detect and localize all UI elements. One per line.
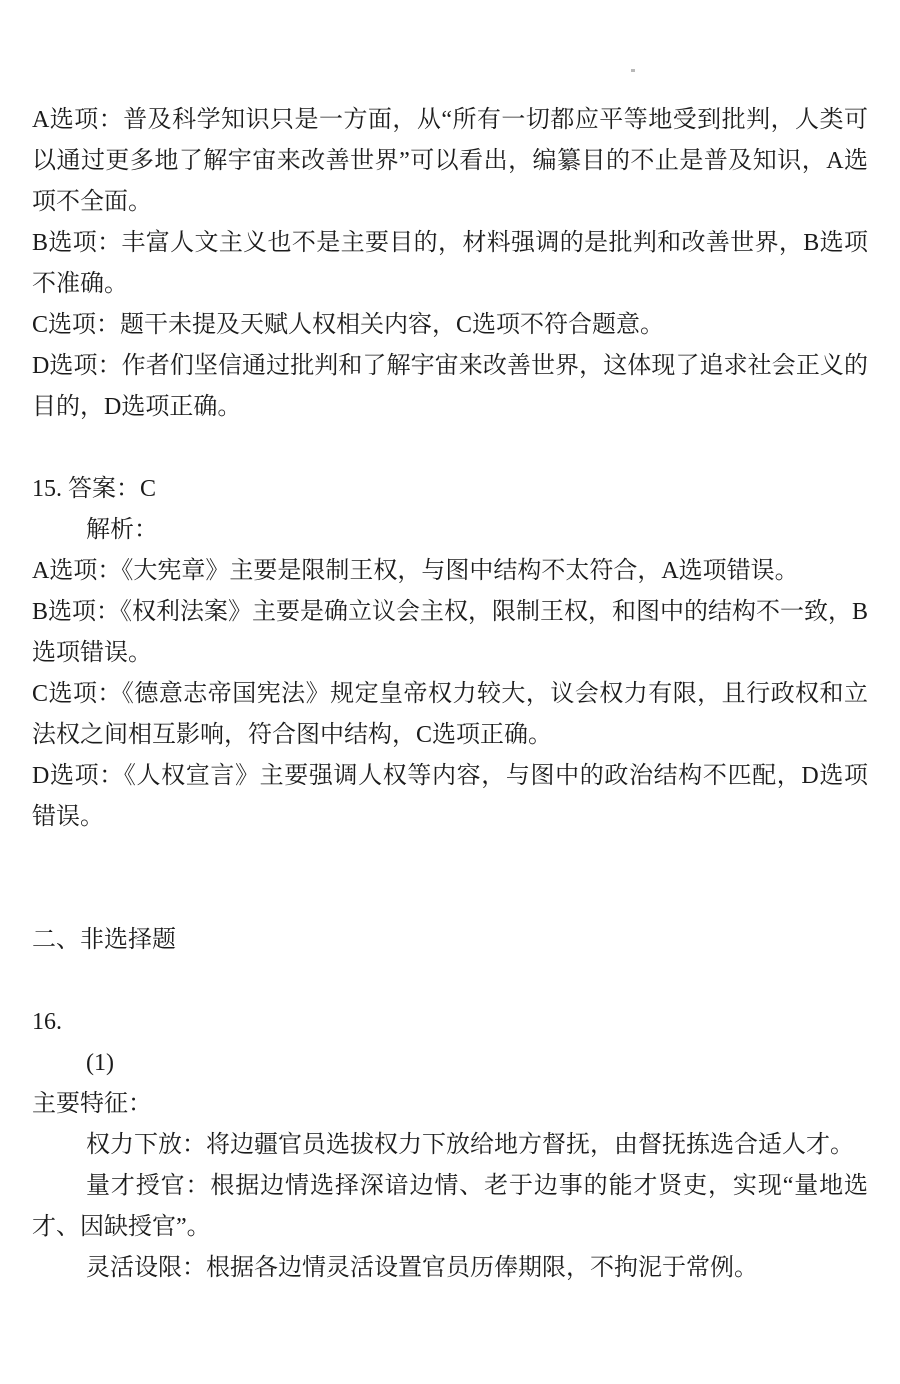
- q15-option-d-analysis: D选项：《人权宣言》主要强调人权等内容，与图中的政治结构不匹配，D选项错误。: [32, 763, 868, 830]
- q14-option-b-analysis: B选项：丰富人文主义也不是主要目的，材料强调的是批判和改善世界，B选项不准确。: [32, 230, 868, 297]
- blank-gap: [32, 428, 868, 469]
- blank-gap: [32, 838, 868, 920]
- q15-option-b-analysis: B选项：《权利法案》主要是确立议会主权，限制王权，和图中的结构不一致，B选项错误。: [32, 599, 869, 666]
- q16-part-1-label: (1): [86, 1050, 114, 1076]
- q16-feature-merit-appointment: 量才授官：根据边情选择深谙边情、老于边事的能才贤吏，实现“量地选才、因缺授官”。: [32, 1173, 868, 1240]
- section2-heading: 二、非选择题: [32, 927, 176, 953]
- q14-option-a-analysis: A选项：普及科学知识只是一方面，从“所有一切都应平等地受到批判，人类可以通过更多地了解宇宙来改善世界”可以看出，编纂目的不止是普及知识，A选项不全面。: [32, 107, 868, 215]
- q16-number: 16.: [32, 1009, 62, 1035]
- q16-feature-power-delegation: 权力下放：将边疆官员选拔权力下放给地方督抚，由督抚拣选合适人才。: [86, 1132, 854, 1158]
- blank-gap: [32, 961, 868, 1002]
- q15-analysis-label: 解析：: [86, 517, 158, 543]
- q16-feature-flexible-terms: 灵活设限：根据各边情灵活设置官员历俸期限，不拘泥于常例。: [86, 1255, 758, 1281]
- q15-answer-line: 15. 答案：C: [32, 476, 157, 502]
- q15-option-c-analysis: C选项：《德意志帝国宪法》规定皇帝权力较大，议会权力有限，且行政权和立法权之间相互影响，符合图中结构，C选项正确。: [32, 681, 868, 748]
- scan-artifact-dot: [631, 69, 635, 72]
- q14-option-c-analysis: C选项：题干未提及天赋人权相关内容，C选项不符合题意。: [32, 312, 665, 338]
- q14-option-d-analysis: D选项：作者们坚信通过批判和了解宇宙来改善世界，这体现了追求社会正义的目的，D选项正确。: [32, 353, 868, 420]
- q15-option-a-analysis: A选项：《大宪章》主要是限制王权，与图中结构不太符合，A选项错误。: [32, 558, 799, 584]
- q16-main-features-label: 主要特征：: [32, 1091, 152, 1117]
